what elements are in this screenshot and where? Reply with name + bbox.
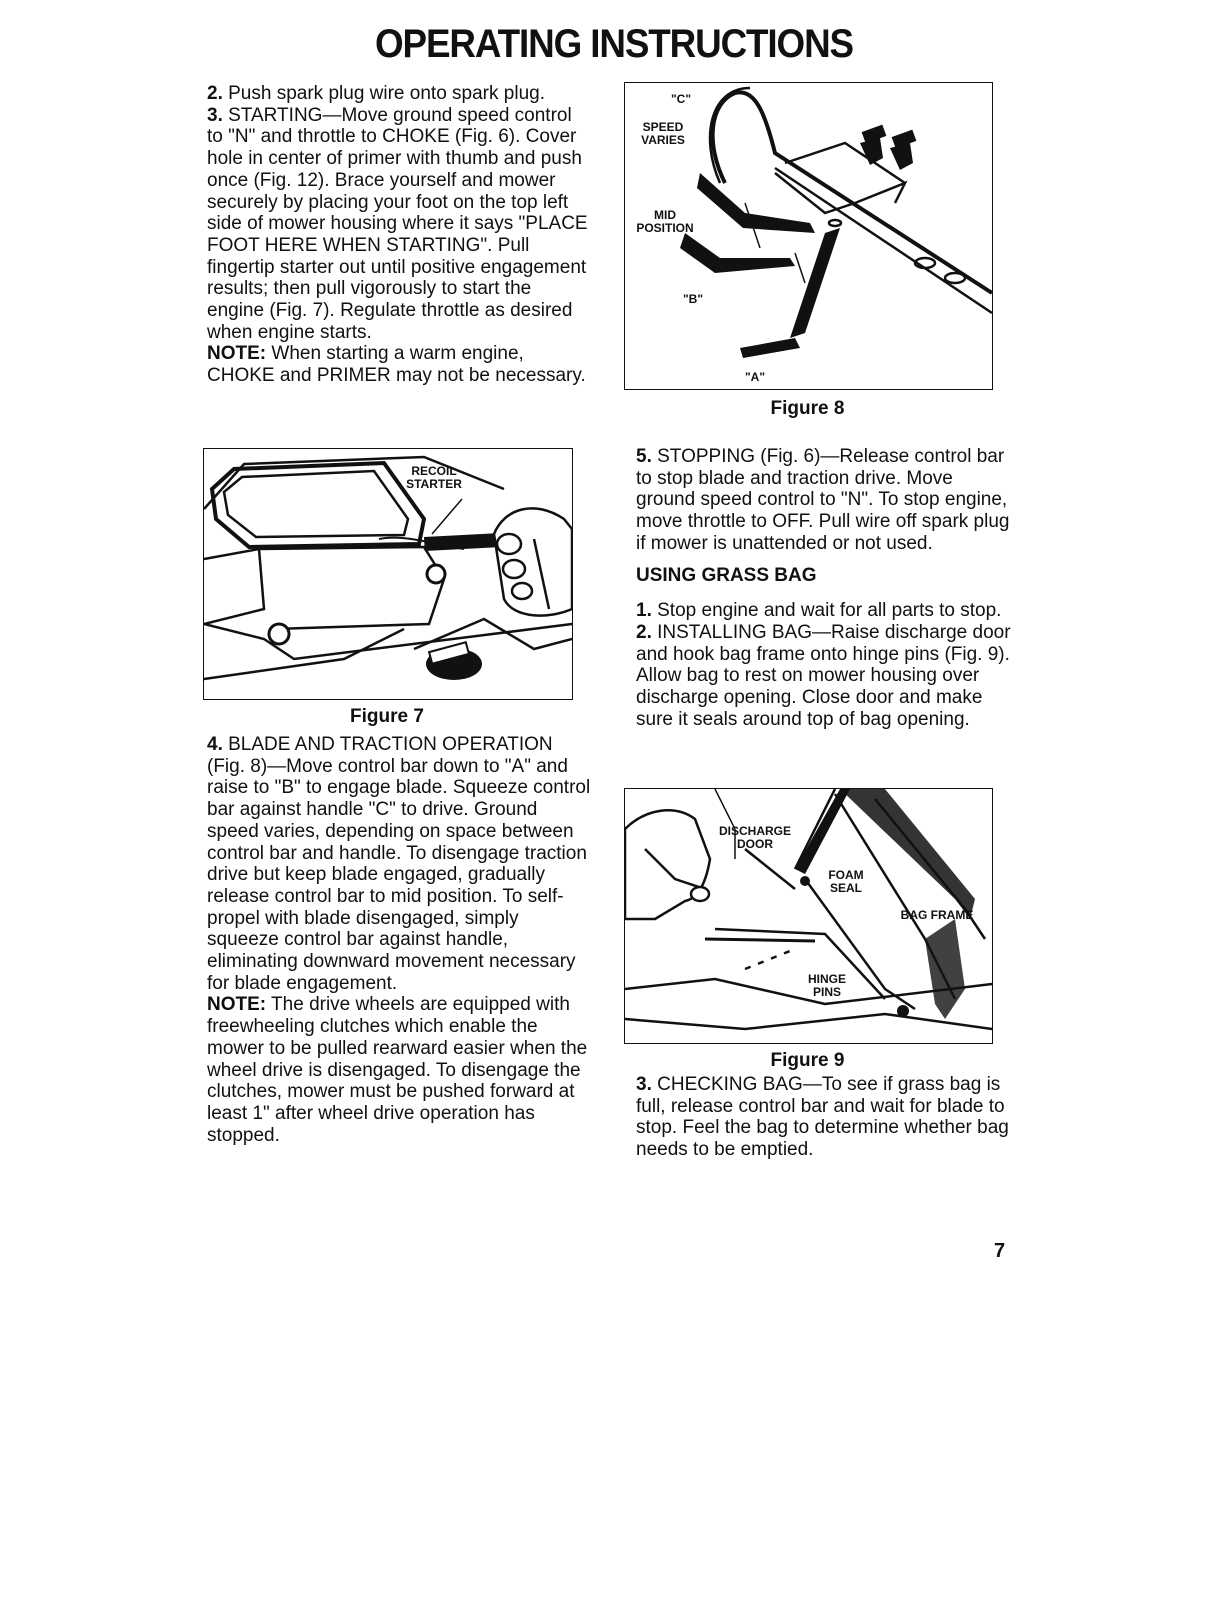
figure-7-caption: Figure 7 (350, 706, 424, 727)
step-spark-plug (207, 83, 591, 105)
note-warm-engine (207, 343, 591, 386)
step-number: 3. (207, 104, 223, 126)
step-text: STOPPING (Fig. 6)—Release control bar to stop blade and traction drive. Move ground speed control to "N". To stop engine, move throttle to OFF. Pull wire off spark plug if mower is unattended or not used. (636, 446, 1010, 554)
step-number: 3. (636, 1074, 652, 1095)
label-b: "B" (682, 292, 704, 306)
note-text: The drive wheels are equipped with freewheeling clutches which enable the mower to be pulled rearward easier when the wheel drive is disengaged. To disengage the clutches, mower must be pushed forward at least 1" after wheel drive operation has stopped. (207, 994, 588, 1146)
step-stopping (636, 446, 1016, 555)
right-column (636, 446, 1016, 730)
section-heading-grass-bag: USING GRASS BAG (636, 564, 817, 586)
step-number: 2. (207, 83, 223, 104)
step-number: 4. (207, 734, 223, 755)
label-discharge-door: DISCHARGE DOOR (718, 824, 791, 851)
note-label: NOTE: (207, 994, 267, 1016)
step-stop-engine (636, 600, 1016, 622)
note-label: NOTE: (207, 343, 267, 365)
step-blade-traction (207, 734, 591, 994)
step-text: STARTING—Move ground speed control to "N" and throttle to CHOKE (Fig. 6). Cover hole in center of primer with thumb and push once (Fig. 12). Brace yourself and mower securely by placing your foot on the top left side of mower housing where it says "PLACE FOOT HERE WHEN STARTING". Pull fingertip starter out until positive engagement results; then pull vigorously to start the engine (Fig. 7). Regulate throttle as desired when engine starts. (207, 104, 588, 343)
step-number: 5. (636, 446, 652, 467)
step-number: 2. (636, 621, 652, 643)
label-recoil-starter: RECOIL STARTER (406, 464, 462, 491)
page-number: 7 (994, 1240, 1006, 1262)
label-foam-seal: FOAM SEAL (828, 868, 864, 895)
page-title: OPERATING INSTRUCTIONS (375, 22, 853, 66)
figure-8-caption: Figure 8 (770, 398, 845, 419)
left-column-continued (207, 734, 591, 1146)
step-text: CHECKING BAG—To see if grass bag is full, release control bar and wait for blade to stop. Feel the bag to determine whether bag needs to be emptied. (636, 1074, 1009, 1161)
step-text: Push spark plug wire onto spark plug. (222, 83, 545, 104)
label-c: "C" (670, 92, 692, 106)
step-text: INSTALLING BAG—Raise discharge door and hook bag frame onto hinge pins (Fig. 9). Allow bag to rest on mower housing over discharge opening. Close door and make sure it seals around top of bag opening. (636, 621, 1011, 730)
label-speed-varies: SPEED VARIES (641, 120, 685, 147)
step-installing-bag (636, 622, 1016, 731)
right-column-continued (636, 1074, 1016, 1161)
figure-8-illustration (624, 82, 993, 390)
step-number: 1. (636, 600, 652, 622)
left-column (207, 83, 591, 387)
step-text: Stop engine and wait for all parts to stop. (651, 600, 1002, 622)
figure-7-illustration (203, 448, 573, 700)
note-text: When starting a warm engine, CHOKE and PRIMER may not be necessary. (207, 343, 586, 387)
step-checking-bag (636, 1074, 1016, 1161)
figure-9-caption: Figure 9 (770, 1050, 845, 1071)
label-bag-frame: BAG FRAME (900, 908, 974, 922)
step-text: BLADE AND TRACTION OPERATION (Fig. 8)—Move control bar down to "A" and raise to "B" to engage blade. Squeeze control bar against handle "C" to drive. Ground speed varies, depending on space between control bar and handle. To disengage traction drive but keep blade engaged, gradually release control bar to mid position. To self-propel with blade disengaged, simply squeeze control bar against handle, eliminating downward movement necessary for blade engagement. (207, 734, 591, 994)
recoil-starter-drawing (204, 449, 572, 699)
label-a: "A" (744, 370, 766, 384)
step-starting (207, 105, 591, 344)
note-freewheeling (207, 994, 591, 1146)
figure-9-illustration (624, 788, 993, 1044)
label-mid-position: MID POSITION (636, 208, 694, 235)
label-hinge-pins: HINGE PINS (807, 972, 846, 999)
